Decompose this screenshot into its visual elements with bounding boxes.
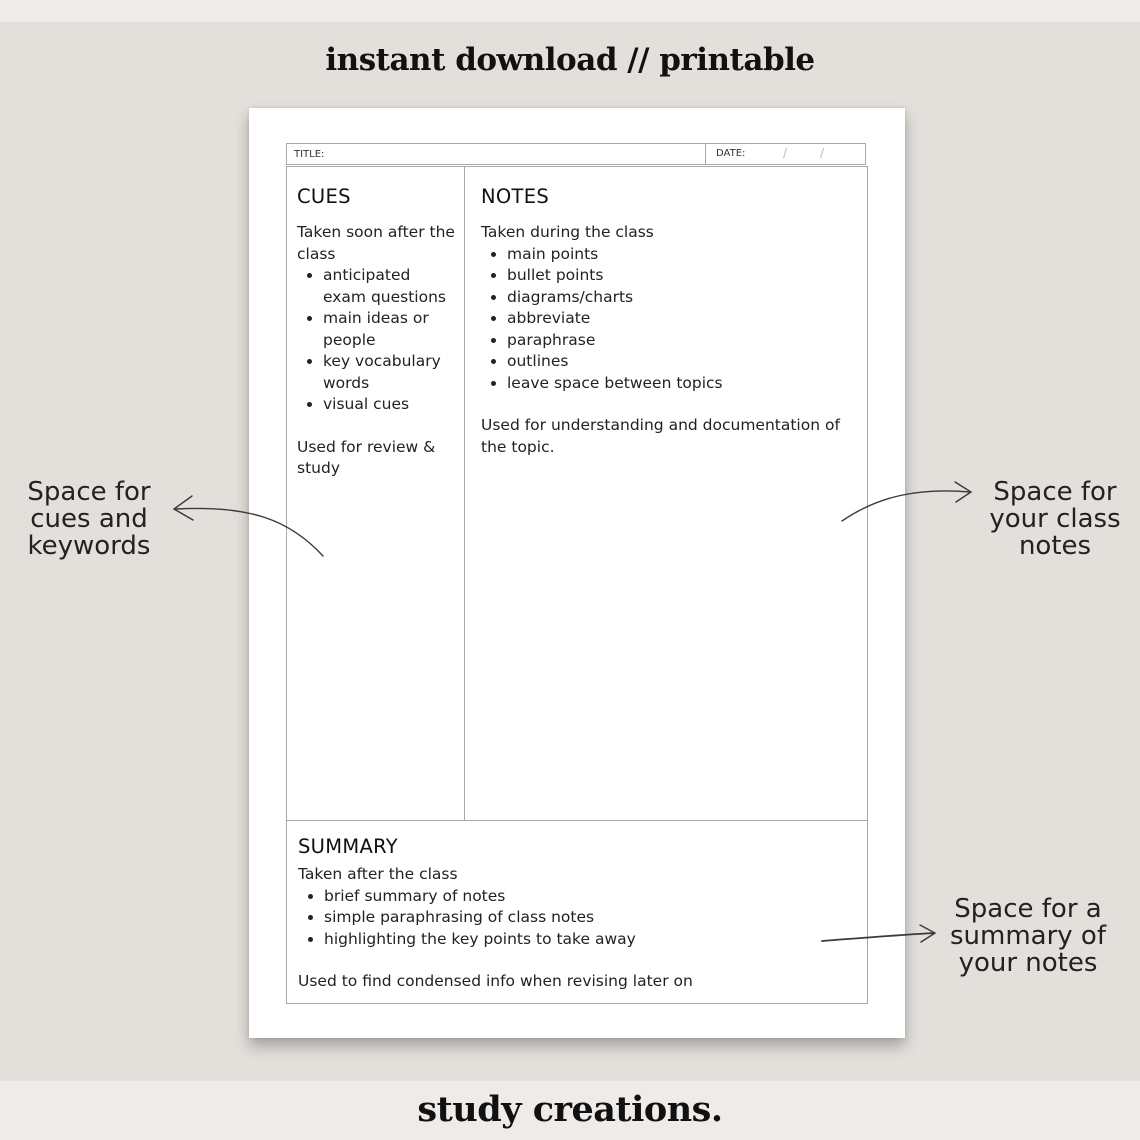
arrow-icon — [842, 491, 970, 521]
list-item: • main points — [507, 244, 861, 266]
callout-line: Space for — [27, 477, 151, 507]
list-item: • brief summary of notes — [324, 886, 858, 908]
date-slash: / — [783, 146, 788, 160]
list-item: • visual cues — [323, 394, 457, 416]
list-item: • leave space between topics — [507, 373, 861, 395]
cues-subheading: Taken soon after the class — [297, 223, 455, 263]
callout-line: Space for — [993, 477, 1117, 507]
callout-line: notes — [1018, 531, 1092, 561]
list-item: • diagrams/charts — [507, 287, 861, 309]
summary-footer: Used to find condensed info when revising later on — [298, 972, 693, 990]
callout-line: your notes — [958, 948, 1098, 978]
arrow-icon — [176, 508, 323, 556]
callout-line: Space for a — [954, 894, 1102, 924]
callout-line: your class — [989, 504, 1121, 534]
arrow-icon — [822, 933, 934, 941]
list-item: • bullet points — [507, 265, 861, 287]
date-label: DATE: — [716, 148, 746, 159]
notes-heading: NOTES — [481, 185, 550, 208]
list-item: • paraphrase — [507, 330, 861, 352]
date-slash: / — [820, 146, 825, 160]
cues-heading: CUES — [297, 185, 351, 208]
list-item: • anticipated exam questions — [323, 265, 457, 308]
headline: instant download // printable — [325, 42, 815, 78]
notes-subheading: Taken during the class — [481, 223, 654, 241]
list-item: • simple paraphrasing of class notes — [324, 907, 858, 929]
summary-subheading: Taken after the class — [298, 865, 458, 883]
callout-line: cues and — [30, 504, 148, 534]
callout-line: keywords — [27, 531, 151, 561]
brand-footer: study creations. — [417, 1089, 723, 1130]
summary-heading: SUMMARY — [298, 835, 398, 858]
list-item: • highlighting the key points to take away — [324, 929, 858, 951]
list-item: • main ideas or people — [323, 308, 457, 351]
list-item: • outlines — [507, 351, 861, 373]
callout-line: summary of — [949, 921, 1106, 951]
list-item: • abbreviate — [507, 308, 861, 330]
list-item: • key vocabulary words — [323, 351, 457, 394]
title-label: TITLE: — [294, 149, 325, 160]
notes-footer: Used for understanding and documentation of the topic. — [481, 416, 840, 456]
cues-footer: Used for review & study — [297, 437, 436, 477]
